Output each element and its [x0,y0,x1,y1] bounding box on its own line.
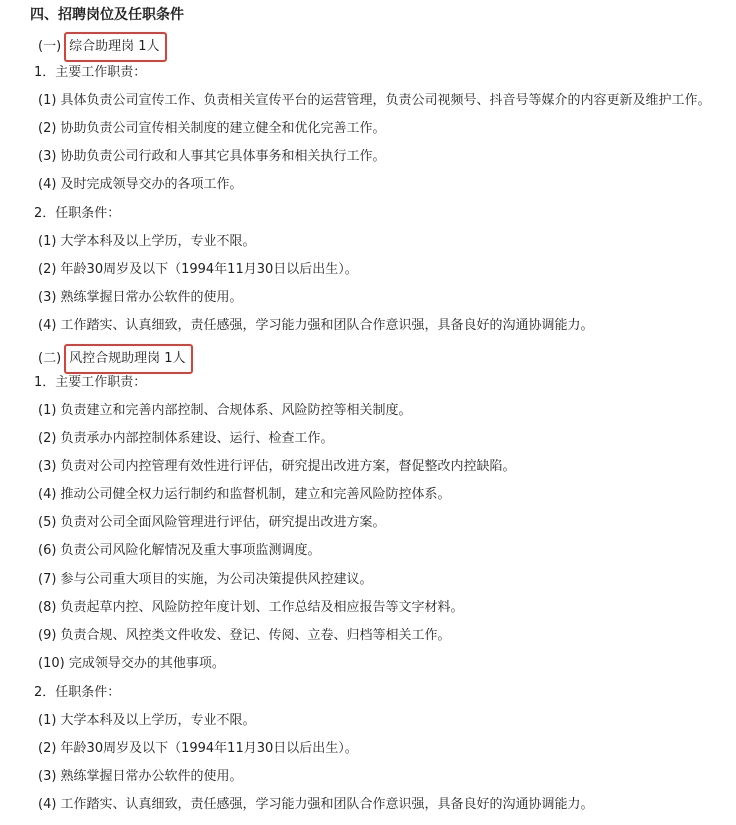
position-2-duties-heading: 1．主要工作职责： [34,375,147,390]
position-2-requirement-1: (1) 大学本科及以上学历，专业不限。 [38,713,256,728]
position-2-requirement-4: (4) 工作踏实、认真细致，责任感强，学习能力强和团队合作意识强，具备良好的沟通协调能力。 [38,797,594,812]
position-1-title: 综合助理岗 1人 [69,39,160,54]
position-1-duties-heading: 1．主要工作职责： [34,65,147,80]
position-2-duty-9: (9) 负责合规、风控类文件收发、登记、传阅、立卷、归档等相关工作。 [38,628,451,643]
position-2-header [38,344,193,364]
position-1-duty-2: (2) 协助负责公司宣传相关制度的建立健全和优化完善工作。 [38,121,386,136]
position-2-requirement-2: (2) 年龄30周岁及以下（1994年11月30日以后出生）。 [38,741,358,756]
position-1-duty-1: (1) 具体负责公司宣传工作、负责相关宣传平台的运营管理，负责公司视频号、抖音号等媒介的内容更新及维护工作。 [38,93,711,108]
position-2-number: (二) [38,351,62,366]
position-2-duty-2: (2) 负责承办内部控制体系建设、运行、检查工作。 [38,431,334,446]
position-2-duty-7: (7) 参与公司重大项目的实施，为公司决策提供风控建议。 [38,572,373,587]
position-1-number: (一) [38,39,62,54]
position-1-header [38,32,167,52]
position-2-duty-1: (1) 负责建立和完善内部控制、合规体系、风险防控等相关制度。 [38,403,412,418]
position-2-title: 风控合规助理岗 1人 [69,351,186,366]
position-1-requirement-1: (1) 大学本科及以上学历，专业不限。 [38,234,256,249]
position-2-duty-5: (5) 负责对公司全面风险管理进行评估，研究提出改进方案。 [38,515,386,530]
position-2-duty-8: (8) 负责起草内控、风险防控年度计划、工作总结及相应报告等文字材料。 [38,600,464,615]
position-1-duty-3: (3) 协助负责公司行政和人事其它具体事务和相关执行工作。 [38,149,386,164]
position-2-duty-3: (3) 负责对公司内控管理有效性进行评估，研究提出改进方案，督促整改内控缺陷。 [38,459,516,474]
section-title: 四、招聘岗位及任职条件 [30,7,184,23]
position-2-duty-4: (4) 推动公司健全权力运行制约和监督机制，建立和完善风险防控体系。 [38,487,451,502]
position-2-title-box [64,344,192,374]
position-2-duty-10: (10) 完成领导交办的其他事项。 [38,656,225,671]
position-1-requirement-2: (2) 年龄30周岁及以下（1994年11月30日以后出生）。 [38,262,358,277]
position-2-duty-6: (6) 负责公司风险化解情况及重大事项监测调度。 [38,543,321,558]
position-1-requirement-3: (3) 熟练掌握日常办公软件的使用。 [38,290,243,305]
position-1-requirement-4: (4) 工作踏实、认真细致，责任感强，学习能力强和团队合作意识强，具备良好的沟通协调能力。 [38,318,594,333]
position-2-requirement-3: (3) 熟练掌握日常办公软件的使用。 [38,769,243,784]
position-1-title-box [64,32,166,62]
position-2-requirements-heading: 2．任职条件： [34,685,121,700]
position-1-duty-4: (4) 及时完成领导交办的各项工作。 [38,177,243,192]
position-1-requirements-heading: 2．任职条件： [34,206,121,221]
